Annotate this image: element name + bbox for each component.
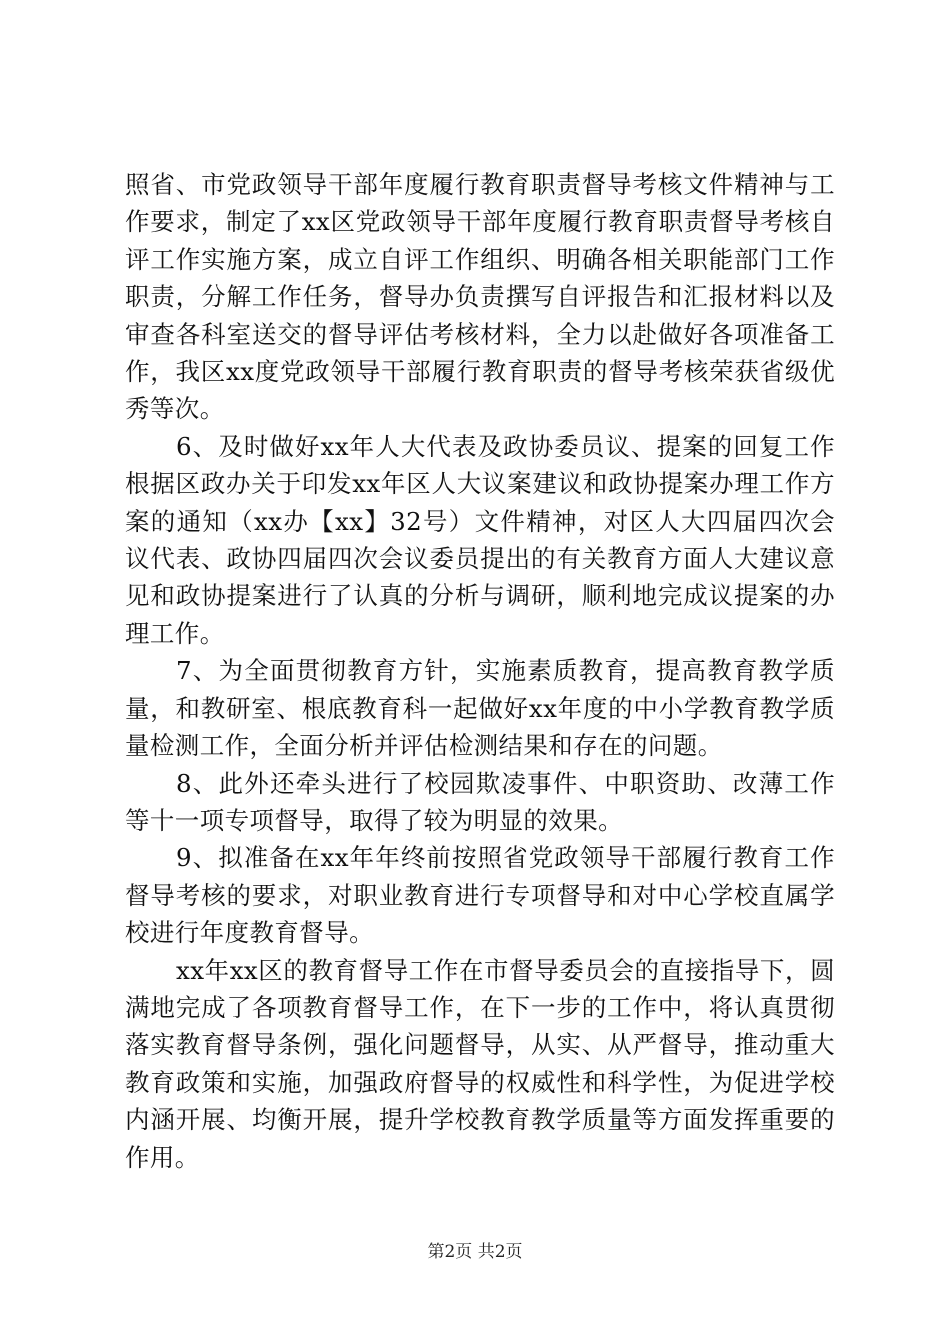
paragraph-summary: xx年xx区的教育督导工作在市督导委员会的直接指导下，圆满地完成了各项教育督导工作，在下一步的工作中，将认真贯彻落实教育督导条例，强化问题督导，从实、从严督导，推动重大教育政策和实施，加强政府督导的权威性和科学性，为促进学校内涵开展、均衡开展，提升学校教育教学质量等方面发挥重要的作用。 — [125, 955, 835, 1172]
paragraph-item-6: 6、及时做好xx年人大代表及政协委员议、提案的回复工作根据区政办关于印发xx年区人大议案建议和政协提案办理工作方案的通知（xx办【xx】32号）文件精神，对区人大四届四次会议代表、政协四届四次会议委员提出的有关教育方面人大建议意见和政协提案进行了认真的分析与调研，顺利地完成议提案的办理工作。 — [125, 431, 835, 648]
paragraph-item-9: 9、拟准备在xx年年终前按照省党政领导干部履行教育工作督导考核的要求，对职业教育进行专项督导和对中心学校直属学校进行年度教育督导。 — [125, 843, 835, 948]
paragraph-item-8: 8、此外还牵头进行了校园欺凌事件、中职资助、改薄工作等十一项专项督导，取得了较为明显的效果。 — [125, 768, 835, 835]
page-number-footer: 第2页 共2页 — [427, 1242, 523, 1262]
paragraph-item-7: 7、为全面贯彻教育方针，实施素质教育，提高教育教学质量，和教研室、根底教育科一起做好xx年度的中小学教育教学质量检测工作，全面分析并评估检测结果和存在的问题。 — [125, 656, 835, 761]
document-body — [125, 166, 835, 1176]
paragraph-continuation: 照省、市党政领导干部年度履行教育职责督导考核文件精神与工作要求，制定了xx区党政领导干部年度履行教育职责督导考核自评工作实施方案，成立自评工作组织、明确各相关职能部门工作职责，分解工作任务，督导办负责撰写自评报告和汇报材料以及审查各科室送交的督导评估考核材料，全力以赴做好各项准备工作，我区xx度党政领导干部履行教育职责的督导考核荣获省级优秀等次。 — [125, 170, 835, 424]
